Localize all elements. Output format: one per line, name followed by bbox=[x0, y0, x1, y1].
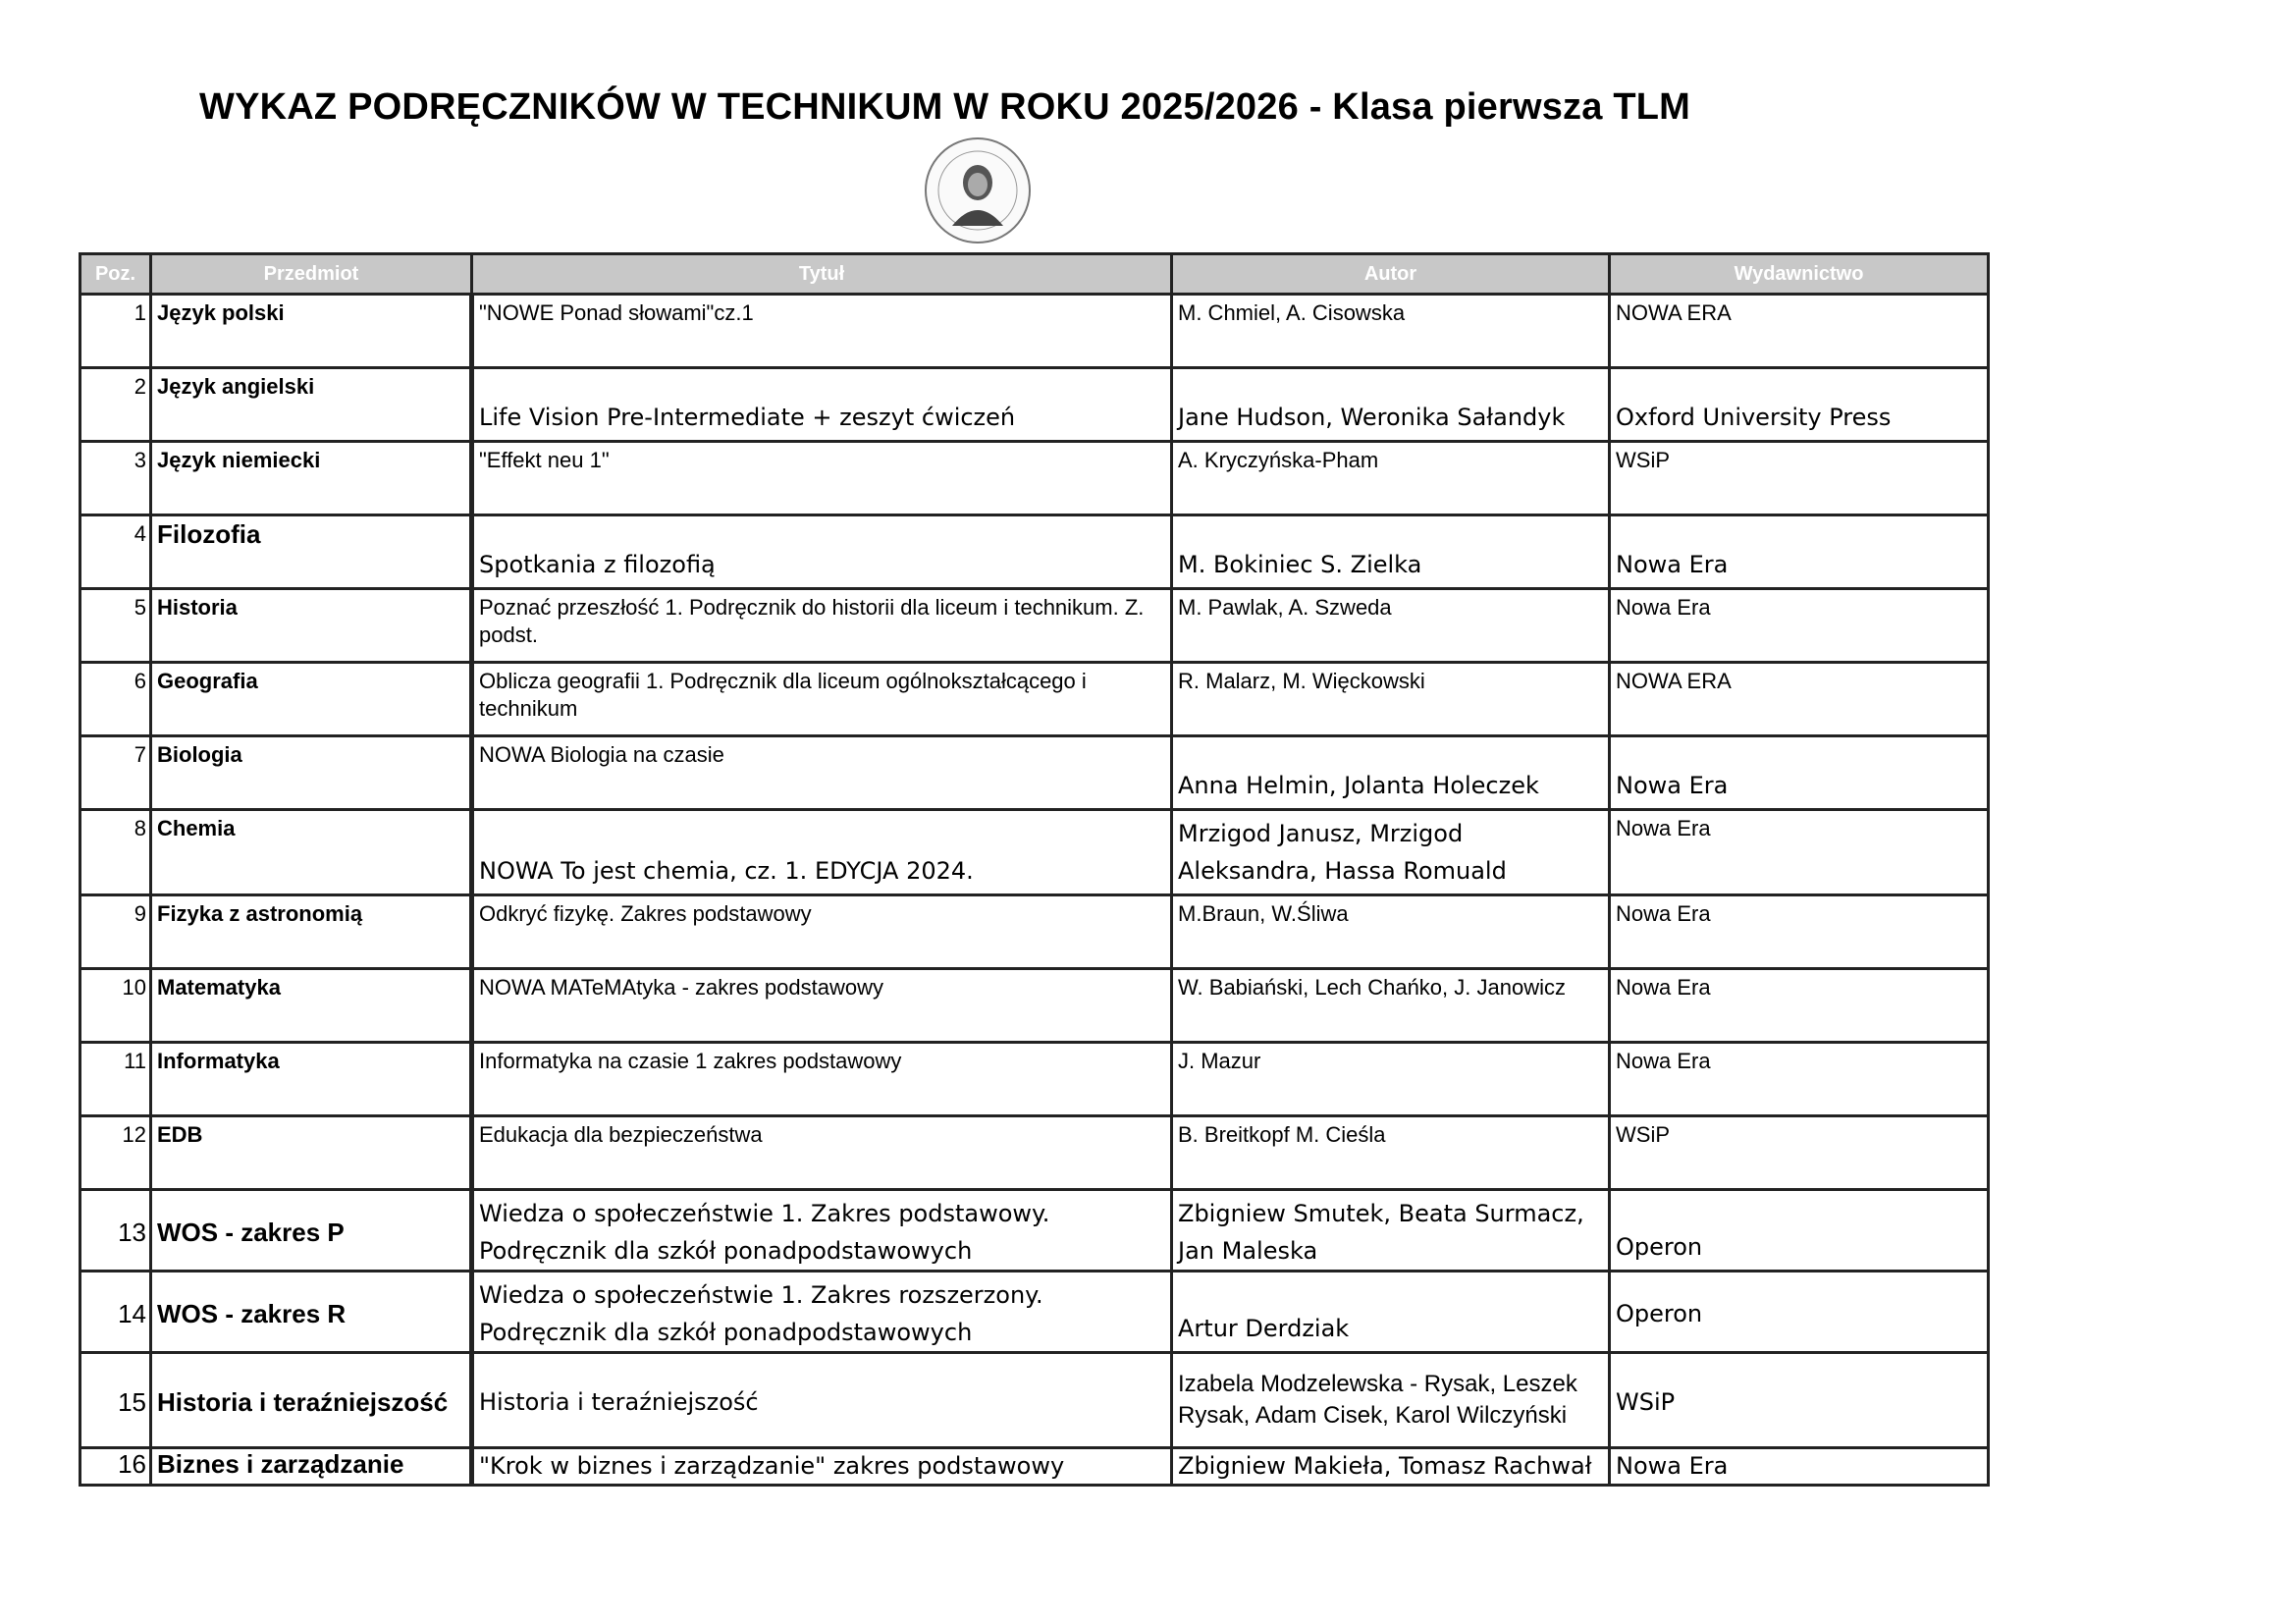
cell-wydawnictwo: NOWA ERA bbox=[1610, 663, 1989, 736]
cell-poz: 4 bbox=[80, 515, 151, 589]
header-wydawnictwo: Wydawnictwo bbox=[1610, 254, 1989, 295]
table-row bbox=[80, 1190, 1989, 1272]
table-row bbox=[80, 895, 1989, 969]
cell-autor: Zbigniew Makieła, Tomasz Rachwał bbox=[1172, 1448, 1610, 1486]
cell-przedmiot: Chemia bbox=[151, 810, 472, 895]
cell-przedmiot: Język polski bbox=[151, 295, 472, 368]
cell-poz: 2 bbox=[80, 368, 151, 442]
cell-wydawnictwo: Nowa Era bbox=[1610, 1448, 1989, 1486]
table-row bbox=[80, 969, 1989, 1043]
cell-wydawnictwo: Operon bbox=[1610, 1272, 1989, 1353]
cell-wydawnictwo: WSiP bbox=[1610, 1116, 1989, 1190]
table-row bbox=[80, 1272, 1989, 1353]
cell-poz: 14 bbox=[80, 1272, 151, 1353]
cell-przedmiot: Historia i teraźniejszość bbox=[151, 1353, 472, 1448]
cell-przedmiot: Biznes i zarządzanie bbox=[151, 1448, 472, 1486]
cell-poz: 11 bbox=[80, 1043, 151, 1116]
cell-wydawnictwo: NOWA ERA bbox=[1610, 295, 1989, 368]
cell-wydawnictwo: Nowa Era bbox=[1610, 589, 1989, 663]
cell-autor: Mrzigod Janusz, Mrzigod Aleksandra, Hassa Romuald bbox=[1172, 810, 1610, 895]
cell-poz: 16 bbox=[80, 1448, 151, 1486]
cell-wydawnictwo: Nowa Era bbox=[1610, 1043, 1989, 1116]
cell-poz: 9 bbox=[80, 895, 151, 969]
cell-autor: M. Chmiel, A. Cisowska bbox=[1172, 295, 1610, 368]
cell-autor: A. Kryczyńska-Pham bbox=[1172, 442, 1610, 515]
school-seal-icon bbox=[923, 135, 1033, 245]
cell-tytul: "Krok w biznes i zarządzanie" zakres podstawowy bbox=[472, 1448, 1172, 1486]
cell-poz: 7 bbox=[80, 736, 151, 810]
cell-tytul: Oblicza geografii 1. Podręcznik dla liceum ogólnokształcącego i technikum bbox=[472, 663, 1172, 736]
cell-przedmiot: WOS - zakres P bbox=[151, 1190, 472, 1272]
cell-przedmiot: Filozofia bbox=[151, 515, 472, 589]
cell-przedmiot: EDB bbox=[151, 1116, 472, 1190]
cell-tytul: Odkryć fizykę. Zakres podstawowy bbox=[472, 895, 1172, 969]
cell-tytul: Informatyka na czasie 1 zakres podstawowy bbox=[472, 1043, 1172, 1116]
cell-poz: 6 bbox=[80, 663, 151, 736]
header-przedmiot: Przedmiot bbox=[151, 254, 472, 295]
table-row bbox=[80, 1116, 1989, 1190]
cell-autor: M. Bokiniec S. Zielka bbox=[1172, 515, 1610, 589]
cell-wydawnictwo: Nowa Era bbox=[1610, 810, 1989, 895]
cell-autor: Artur Derdziak bbox=[1172, 1272, 1610, 1353]
cell-autor: Jane Hudson, Weronika Sałandyk bbox=[1172, 368, 1610, 442]
cell-przedmiot: Geografia bbox=[151, 663, 472, 736]
cell-poz: 8 bbox=[80, 810, 151, 895]
table-row bbox=[80, 1353, 1989, 1448]
cell-autor: M.Braun, W.Śliwa bbox=[1172, 895, 1610, 969]
cell-przedmiot: WOS - zakres R bbox=[151, 1272, 472, 1353]
cell-poz: 12 bbox=[80, 1116, 151, 1190]
cell-autor: Izabela Modzelewska - Rysak, Leszek Rysak, Adam Cisek, Karol Wilczyński bbox=[1172, 1353, 1610, 1448]
cell-tytul: Wiedza o społeczeństwie 1. Zakres rozszerzony. Podręcznik dla szkół ponadpodstawowych bbox=[472, 1272, 1172, 1353]
header-poz: Poz. bbox=[80, 254, 151, 295]
cell-przedmiot: Język angielski bbox=[151, 368, 472, 442]
table-row bbox=[80, 295, 1989, 368]
cell-tytul: NOWA MATeMAtyka - zakres podstawowy bbox=[472, 969, 1172, 1043]
cell-wydawnictwo: Nowa Era bbox=[1610, 969, 1989, 1043]
table-row bbox=[80, 1448, 1989, 1486]
cell-przedmiot: Biologia bbox=[151, 736, 472, 810]
textbook-table bbox=[79, 252, 1990, 1487]
cell-przedmiot: Fizyka z astronomią bbox=[151, 895, 472, 969]
cell-autor: B. Breitkopf M. Cieśla bbox=[1172, 1116, 1610, 1190]
cell-wydawnictwo: WSiP bbox=[1610, 442, 1989, 515]
cell-poz: 1 bbox=[80, 295, 151, 368]
header-tytul: Tytuł bbox=[472, 254, 1172, 295]
cell-przedmiot: Informatyka bbox=[151, 1043, 472, 1116]
page-title: WYKAZ PODRĘCZNIKÓW W TECHNIKUM W ROKU 2025/2026 - Klasa pierwsza TLM bbox=[199, 86, 1691, 128]
cell-autor: Zbigniew Smutek, Beata Surmacz, Jan Maleska bbox=[1172, 1190, 1610, 1272]
cell-tytul: Historia i teraźniejszość bbox=[472, 1353, 1172, 1448]
cell-autor: M. Pawlak, A. Szweda bbox=[1172, 589, 1610, 663]
cell-tytul: NOWA To jest chemia, cz. 1. EDYCJA 2024. bbox=[472, 810, 1172, 895]
cell-przedmiot: Matematyka bbox=[151, 969, 472, 1043]
cell-autor: J. Mazur bbox=[1172, 1043, 1610, 1116]
cell-poz: 15 bbox=[80, 1353, 151, 1448]
table-row bbox=[80, 589, 1989, 663]
table-row bbox=[80, 368, 1989, 442]
cell-tytul: NOWA Biologia na czasie bbox=[472, 736, 1172, 810]
cell-wydawnictwo: WSiP bbox=[1610, 1353, 1989, 1448]
cell-tytul: Edukacja dla bezpieczeństwa bbox=[472, 1116, 1172, 1190]
table-row bbox=[80, 663, 1989, 736]
cell-tytul: "Effekt neu 1" bbox=[472, 442, 1172, 515]
cell-poz: 10 bbox=[80, 969, 151, 1043]
table-row bbox=[80, 442, 1989, 515]
cell-autor: R. Malarz, M. Więckowski bbox=[1172, 663, 1610, 736]
cell-poz: 3 bbox=[80, 442, 151, 515]
cell-tytul: Wiedza o społeczeństwie 1. Zakres podstawowy. Podręcznik dla szkół ponadpodstawowych bbox=[472, 1190, 1172, 1272]
cell-przedmiot: Język niemiecki bbox=[151, 442, 472, 515]
cell-tytul: Spotkania z filozofią bbox=[472, 515, 1172, 589]
cell-tytul: "NOWE Ponad słowami"cz.1 bbox=[472, 295, 1172, 368]
table-row bbox=[80, 1043, 1989, 1116]
table-header-row bbox=[80, 254, 1989, 295]
cell-tytul: Life Vision Pre-Intermediate + zeszyt ćwiczeń bbox=[472, 368, 1172, 442]
cell-wydawnictwo: Nowa Era bbox=[1610, 736, 1989, 810]
table-row bbox=[80, 515, 1989, 589]
cell-tytul: Poznać przeszłość 1. Podręcznik do historii dla liceum i technikum. Z. podst. bbox=[472, 589, 1172, 663]
header-autor: Autor bbox=[1172, 254, 1610, 295]
table-row bbox=[80, 736, 1989, 810]
cell-wydawnictwo: Nowa Era bbox=[1610, 515, 1989, 589]
cell-wydawnictwo: Nowa Era bbox=[1610, 895, 1989, 969]
cell-wydawnictwo: Oxford University Press bbox=[1610, 368, 1989, 442]
cell-autor: W. Babiański, Lech Chańko, J. Janowicz bbox=[1172, 969, 1610, 1043]
cell-autor: Anna Helmin, Jolanta Holeczek bbox=[1172, 736, 1610, 810]
cell-poz: 5 bbox=[80, 589, 151, 663]
cell-poz: 13 bbox=[80, 1190, 151, 1272]
cell-wydawnictwo: Operon bbox=[1610, 1190, 1989, 1272]
cell-przedmiot: Historia bbox=[151, 589, 472, 663]
table-row bbox=[80, 810, 1989, 895]
